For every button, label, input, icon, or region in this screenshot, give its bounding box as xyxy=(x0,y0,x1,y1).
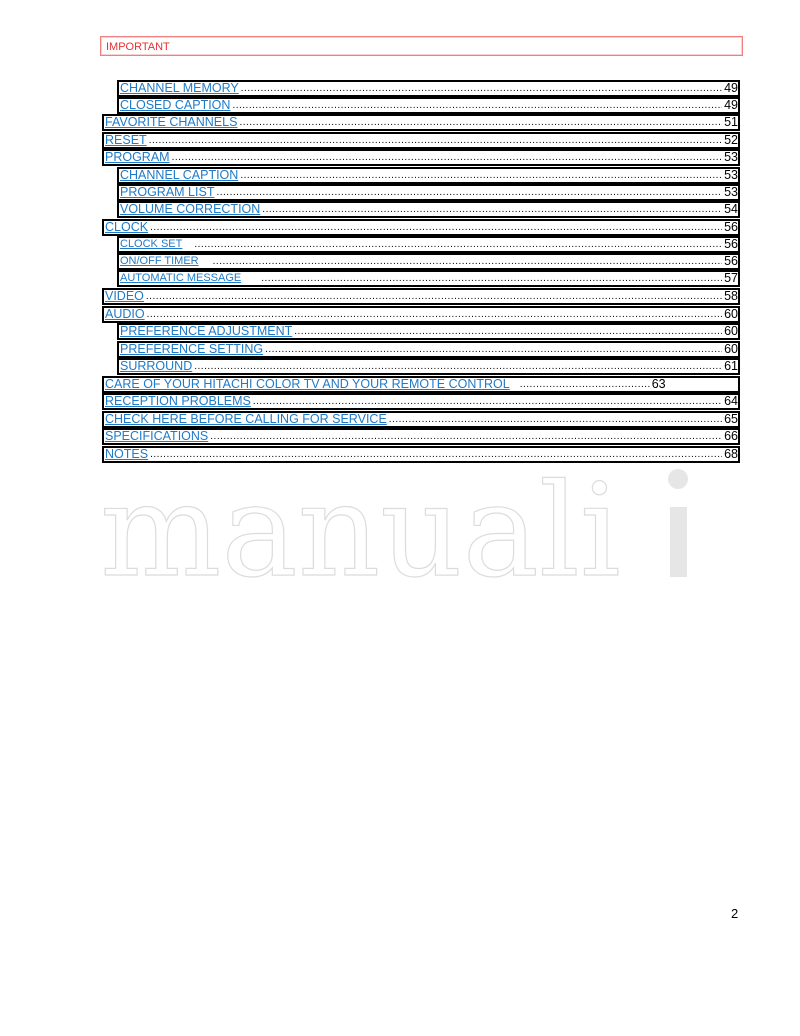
toc-link[interactable]: FAVORITE CHANNELS xyxy=(105,115,238,129)
toc-entry-channel-caption xyxy=(117,167,740,184)
toc-link[interactable]: AUTOMATIC MESSAGE xyxy=(120,272,242,284)
toc-page: 58 xyxy=(724,289,738,303)
toc-entry-audio xyxy=(102,306,740,323)
toc-link[interactable]: CARE OF YOUR HITACHI COLOR TV AND YOUR REMOTE CONTROL xyxy=(105,377,510,391)
leader-dots xyxy=(240,169,722,182)
leader-dots xyxy=(194,360,722,373)
toc-entry-specifications xyxy=(102,428,740,445)
toc-page: 66 xyxy=(724,429,738,443)
leader-dots xyxy=(241,82,722,95)
toc-link[interactable]: VIDEO xyxy=(105,289,144,303)
toc-link[interactable]: AUDIO xyxy=(105,307,145,321)
toc-page: 53 xyxy=(724,150,738,164)
toc-page: 49 xyxy=(724,81,738,95)
toc-page: 56 xyxy=(724,237,738,251)
leader-dots xyxy=(232,99,722,112)
toc-entry-notes xyxy=(102,446,740,463)
toc-link[interactable]: PREFERENCE SETTING xyxy=(120,342,264,356)
banner-label: IMPORTANT xyxy=(106,41,170,53)
leader-dots xyxy=(213,255,722,268)
leader-dots xyxy=(194,238,722,251)
toc-link[interactable]: ON/OFF TIMER xyxy=(120,255,199,267)
page-number: 2 xyxy=(731,906,739,921)
toc-link[interactable]: CHECK HERE BEFORE CALLING FOR SERVICE xyxy=(105,412,387,426)
toc-link[interactable]: CHANNEL CAPTION xyxy=(120,168,239,182)
leader-dots xyxy=(150,221,722,234)
toc-entry-clock xyxy=(102,219,740,236)
leader-dots xyxy=(294,325,722,338)
toc-link[interactable]: SURROUND xyxy=(120,359,193,373)
toc-link[interactable]: RESET xyxy=(105,133,147,147)
toc-entry-on-off-timer xyxy=(117,253,740,270)
leader-dots xyxy=(146,290,722,303)
leader-dots xyxy=(172,151,723,164)
leader-dots xyxy=(147,308,723,321)
leader-dots xyxy=(389,413,722,426)
toc-link[interactable]: CLOSED CAPTION xyxy=(120,98,231,112)
toc-link[interactable]: VOLUME CORRECTION xyxy=(120,202,261,216)
toc-page: 49 xyxy=(724,98,738,112)
svg-text:manuali: manuali xyxy=(100,465,621,580)
toc-page: 56 xyxy=(724,220,738,234)
toc-entry-preference-adjustment xyxy=(117,323,740,340)
toc-page: 60 xyxy=(724,324,738,338)
toc-entry-care xyxy=(102,376,740,393)
toc-entry-favorite-channels xyxy=(102,114,740,131)
toc-entry-channel-memory xyxy=(117,80,740,97)
leader-dots xyxy=(520,378,650,391)
toc-entry-reset xyxy=(102,132,740,149)
toc-page: 53 xyxy=(724,168,738,182)
leader-dots xyxy=(262,203,722,216)
toc-link[interactable]: PROGRAM LIST xyxy=(120,185,215,199)
toc-link[interactable]: SPECIFICATIONS xyxy=(105,429,209,443)
toc-entry-automatic-message xyxy=(117,270,740,287)
toc-page: 53 xyxy=(724,185,738,199)
toc-link[interactable]: CHANNEL MEMORY xyxy=(120,81,239,95)
toc-entry-volume-correction xyxy=(117,201,740,218)
toc-link[interactable]: CLOCK xyxy=(105,220,149,234)
toc-entry-clock-set xyxy=(117,236,740,253)
watermark-logo xyxy=(100,465,700,580)
toc-page: 65 xyxy=(724,412,738,426)
leader-dots xyxy=(150,448,722,461)
toc-page: 60 xyxy=(724,342,738,356)
toc-page: 56 xyxy=(724,254,738,268)
toc-link[interactable]: PREFERENCE ADJUSTMENT xyxy=(120,324,293,338)
toc-entry-reception-problems xyxy=(102,393,740,410)
toc-page: 61 xyxy=(724,359,738,373)
leader-dots xyxy=(210,430,722,443)
toc-link[interactable]: PROGRAM xyxy=(105,150,170,164)
toc-link[interactable]: NOTES xyxy=(105,447,149,461)
toc-entry-check-here xyxy=(102,411,740,428)
toc-entry-program xyxy=(102,149,740,166)
toc-link[interactable]: RECEPTION PROBLEMS xyxy=(105,394,251,408)
leader-dots xyxy=(239,116,722,129)
toc-entry-surround xyxy=(117,358,740,375)
toc-entry-preference-setting xyxy=(117,341,740,358)
toc-page: 51 xyxy=(724,115,738,129)
toc-entry-closed-caption xyxy=(117,97,740,114)
toc-page: 57 xyxy=(724,271,738,285)
toc-entry-video xyxy=(102,288,740,305)
toc-page: 54 xyxy=(724,202,738,216)
leader-dots xyxy=(149,134,722,147)
important-banner xyxy=(100,36,743,56)
leader-dots xyxy=(216,186,722,199)
leader-dots xyxy=(265,343,722,356)
toc-page: 63 xyxy=(651,377,666,391)
toc-page: 52 xyxy=(724,133,738,147)
leader-dots xyxy=(253,395,722,408)
toc-page: 68 xyxy=(724,447,738,461)
leader-dots xyxy=(261,272,722,285)
toc-page: 60 xyxy=(724,307,738,321)
toc-page: 64 xyxy=(724,394,738,408)
toc-entry-program-list xyxy=(117,184,740,201)
toc-link[interactable]: CLOCK SET xyxy=(120,238,183,250)
